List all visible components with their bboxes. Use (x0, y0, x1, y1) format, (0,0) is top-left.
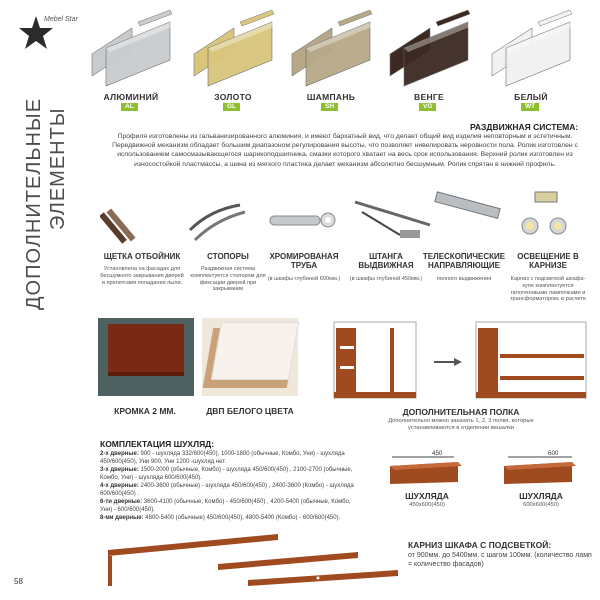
profile-image-al (86, 8, 176, 94)
side-title-line2: ЭЛЕМЕНТЫ (47, 107, 68, 230)
profile-name: ШАМПАНЬ (306, 92, 356, 102)
accessory-description: Карниз с подсветкой шкафа-купе комплектуется галогеновыми лампочками и трансформатором, в расчете (509, 276, 587, 303)
sliding-system-title: РАЗДВИЖНАЯ СИСТЕМА: (470, 122, 579, 132)
dvp-sample-image (202, 318, 298, 396)
extra-shelf-text: Дополнительно можно заказать 1, 2, 3 полки, которые устанавливаются в отделении вешалки (388, 418, 534, 431)
accessory-description: Установлена на фасадах для бесшумного закрывания дверей и препятсвия попадания пыли. (100, 266, 184, 286)
dvp-label: ДВП БЕЛОГО ЦВЕТА (206, 406, 294, 416)
profile-name: БЕЛЫЙ (514, 92, 548, 102)
drawers-kit-line (100, 450, 360, 466)
side-title (4, 55, 68, 315)
accessory-title: ОСВЕЩЕНИЕ В КАРНИЗЕ (517, 252, 579, 270)
accessory-description: (в шкафы глубиной 450мм.) (349, 276, 423, 282)
profile-image-vg (384, 8, 474, 94)
drawer-600-label: ШУХЛЯДА (519, 491, 563, 501)
cornice-illustration (98, 530, 398, 596)
drawers-kit-line-label: 2-х дверные: (100, 451, 139, 457)
drawers-kit-line-text: 3600-4100 (обычные, Комбо) - 450/600(450) , 4200-5400 (обычные, Комбо, Уни) - 600/600(450). (100, 499, 351, 513)
drawer-600-width: 600 (548, 450, 559, 457)
page-number: 58 (14, 577, 23, 586)
profile-name: ВЕНГЕ (414, 92, 444, 102)
drawer-600-size: 600х600(450) (523, 502, 559, 508)
logo-text: Mebel Star (44, 16, 78, 23)
edge-sample-image (98, 318, 194, 396)
accessory-title: ЩЕТКА ОТБОЙНИК (103, 252, 181, 261)
drawers-kit-line-label: 6-ти дверные: (100, 499, 143, 505)
profile-name: ЗОЛОТО (214, 92, 252, 102)
drawers-kit-line (100, 514, 360, 522)
accessory-title: СТОПОРЫ (207, 252, 249, 261)
drawers-kit-list (100, 450, 360, 522)
lights-image (522, 192, 566, 234)
drawers-kit-line-text: 4800-5400 (обычные) 450/600(450), 4800-5400 (Комбо) - 600/600(450). (143, 515, 341, 521)
stoppers-image (190, 205, 245, 240)
drawers-kit-line-label: 8-ми дверные: (100, 515, 144, 521)
profile-code-badge: AL (121, 103, 138, 111)
wardrobe-after (476, 322, 586, 398)
drawer-450-size: 450х600(450) (409, 502, 445, 508)
accessory-description: (в шкафы глубиной 600мм.) (267, 276, 341, 282)
brush-image (100, 209, 136, 244)
cornice-title: КАРНИЗ ШКАФА С ПОДСВЕТКОЙ: (408, 540, 552, 550)
telescopic-runner-image (435, 192, 500, 218)
profile-code-badge: VG (419, 103, 436, 111)
drawers-kit-line-label: 4-х дверные: (100, 483, 139, 489)
profile-name: АЛЮМИНИЙ (103, 92, 159, 102)
drawers-kit-line-text: 900 - шухляда 332/600(450), 1000-1800 (обычные, Комбо, Уни) - шухляда 450/600(450), Уни 900, Уни 1200 -шухляд нет. (100, 451, 345, 465)
drawers-kit-line-label: 3-х дверные: (100, 467, 139, 473)
drawer-450-width: 450 (432, 450, 443, 457)
drawer-450-label: ШУХЛЯДА (405, 491, 449, 501)
accessory-title: ХРОМИРОВАНАЯ ТРУБА (269, 252, 339, 270)
extra-shelf-title: ДОПОЛНИТЕЛЬНАЯ ПОЛКА (402, 407, 520, 417)
drawers-illustration (384, 452, 584, 488)
cornice-text: от 900мм. до 5400мм. с шагом 100мм. (количество ламп = количество фасадов) (408, 552, 592, 568)
accessory-description: полного выдвижения (436, 276, 492, 282)
pullout-rod-image (355, 202, 430, 238)
drawers-kit-line-text: 2400-3600 (обычные) - шухляда 450/600(450) , 2400-3600 (Комбо) - шухляда 600/600(450) . (100, 483, 354, 497)
sliding-system-text: Профиля изготовлены из гальванизированного алюминия, и имеют бархатный вид, что делает общий вид изделия неповторным и эстетичным. Передвижной механизм обладает большим диапазоном регулирования высоты, что позволяет нивелировать неровности пола. Ролик изготовлен с использованием самосмазывающегося шарикоподшипника, смазки которого хватает на весь срок использования. Верхний ролик изготовлен из износостойкой пластмассы, а шина из мягкого пластика делает механизм абсолютно бесшумным. Ролик спрятан в нижний профиль. (112, 133, 578, 168)
drawers-kit-title: КОМПЛЕКТАЦИЯ ШУХЛЯД: (100, 439, 215, 449)
profile-image-sh (286, 8, 376, 94)
chrome-tube-image (270, 213, 335, 227)
drawers-kit-line-text: 1500-2000 (обычные, Комбо) - шухляда 450/600(450) , 2100-2700 (обычные, Комбо, Уни) - шухляда 600/600(450). (100, 467, 353, 481)
profile-image-wt (486, 8, 576, 94)
drawers-kit-line (100, 498, 360, 514)
profile-image-gl (188, 8, 278, 94)
accessory-title: ТЕЛЕСКОПИЧЕСКИЕ НАПРАВЛЯЮЩИЕ (422, 252, 506, 270)
side-title-line1: ДОПОЛНИТЕЛЬНЫЕ (23, 97, 45, 310)
profile-code-badge: GL (223, 103, 240, 111)
accessory-title: ШТАНГА ВЫДВИЖНАЯ (358, 252, 414, 270)
accessories-illustrations (100, 190, 600, 250)
edge-label: КРОМКА 2 ММ. (114, 406, 176, 416)
wardrobe-before (334, 322, 416, 398)
accessory-description: Раздвижная система комплектуется стопором для фиксации дверей при закрывании (190, 266, 266, 293)
profile-code-badge: WT (521, 103, 539, 111)
profile-code-badge: SH (321, 103, 338, 111)
drawers-kit-line (100, 466, 360, 482)
extra-shelf-illustration (330, 318, 592, 402)
drawers-kit-line (100, 482, 360, 498)
